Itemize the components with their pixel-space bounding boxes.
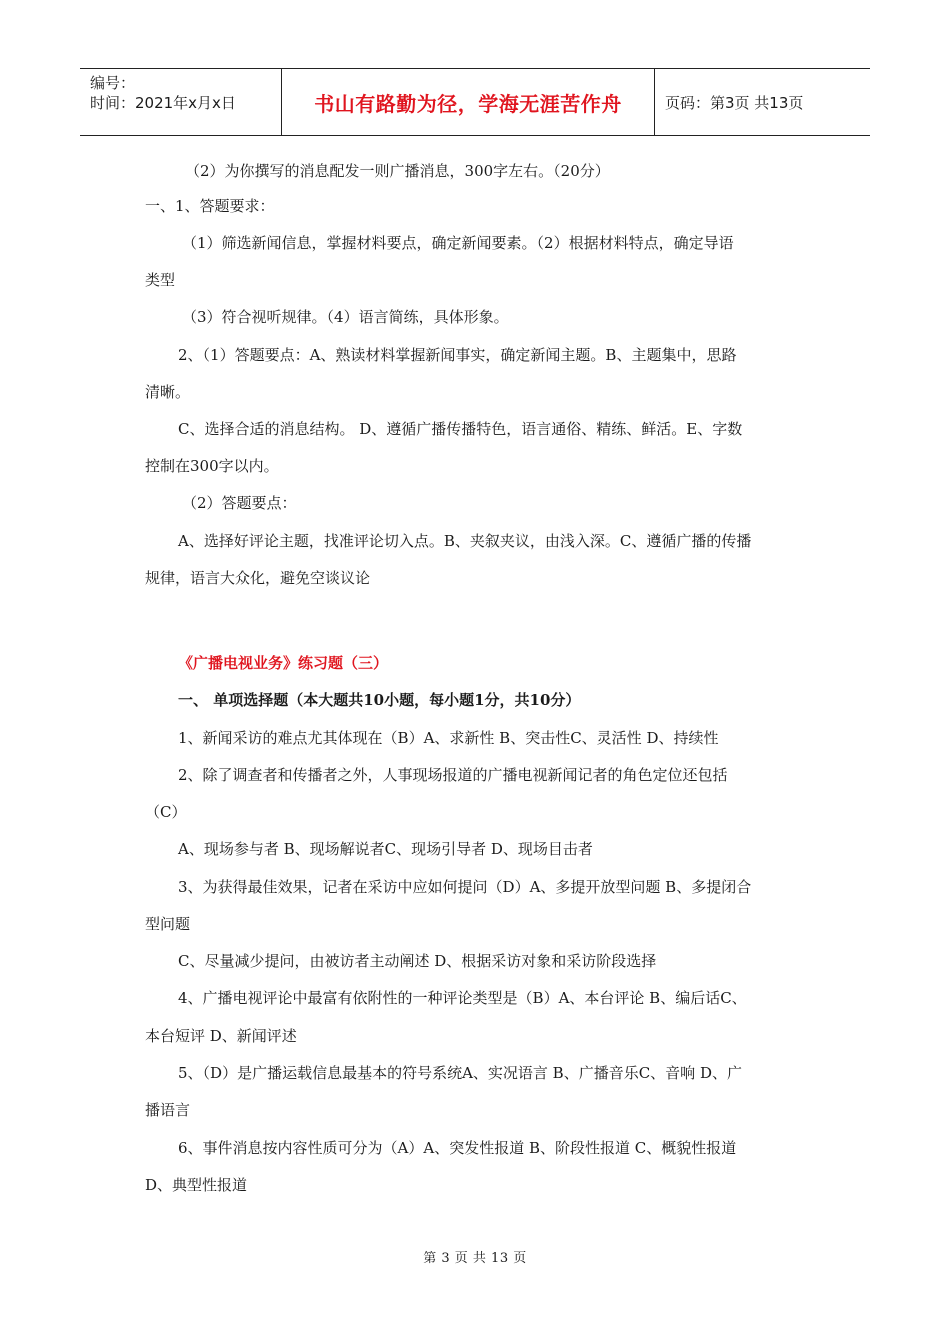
question-line: 5、（D）是广播运载信息最基本的符号系统A、实况语言 B、广播音乐C、音响 D、广	[178, 1064, 742, 1082]
header-motto: 书山有路勤为径，学海无涯苦作舟	[282, 69, 655, 135]
question-line: 本台短评 D、新闻评述	[145, 1027, 297, 1045]
question-line: 6、事件消息按内容性质可分为（A）A、突发性报道 B、阶段性报道 C、概貌性报道	[178, 1139, 737, 1157]
document-date: 时间：2021年x月x日	[90, 94, 236, 112]
body-line: （2）答题要点：	[182, 494, 297, 512]
body-line: （3）符合视听规律。（4）语言简练，具体形象。	[182, 308, 509, 326]
header-page-info: 页码：第3页 共13页	[665, 93, 804, 112]
section-title: 《广播电视业务》练习题（三）	[178, 654, 389, 672]
body-line: 控制在300字以内。	[145, 457, 279, 475]
question-line: 播语言	[145, 1101, 191, 1119]
section-heading: 一、 单项选择题（本大题共10小题，每小题1分，共10分）	[178, 691, 581, 709]
body-line: 类型	[145, 271, 176, 289]
body-line: C、选择合适的消息结构。 D、遵循广播传播特色，语言通俗、精练、鲜活。E、字数	[178, 420, 743, 438]
header-meta	[80, 69, 282, 135]
question-line: A、现场参与者 B、现场解说者C、现场引导者 D、现场目击者	[178, 840, 593, 858]
page-footer: 第 3 页 共 13 页	[423, 1251, 527, 1266]
question-line: 2、除了调查者和传播者之外，人事现场报道的广播电视新闻记者的角色定位还包括	[178, 766, 728, 784]
page-header	[80, 68, 870, 136]
document-number-label: 编号：	[90, 74, 136, 92]
question-line: D、典型性报道	[145, 1176, 248, 1194]
question-line: C、尽量减少提问，由被访者主动阐述 D、根据采访对象和采访阶段选择	[178, 952, 657, 970]
question-line: 3、为获得最佳效果，记者在采访中应如何提问（D）A、多提开放型问题 B、多提闭合	[178, 878, 752, 896]
body-line: （1）筛选新闻信息，掌握材料要点，确定新闻要素。（2）根据材料特点，确定导语	[182, 234, 734, 252]
question-line: （C）	[145, 803, 187, 821]
body-line: （2）为你撰写的消息配发一则广播消息，300字左右。（20分）	[185, 162, 610, 180]
body-line: 2、（1）答题要点：A、熟读材料掌握新闻事实，确定新闻主题。B、主题集中，思路	[178, 346, 737, 364]
question-line: 4、广播电视评论中最富有依附性的一种评论类型是（B）A、本台评论 B、编后话C、	[178, 989, 747, 1007]
body-line: 一、1、答题要求：	[145, 197, 275, 215]
body-line: 规律，语言大众化，避免空谈议论	[145, 569, 371, 587]
question-line: 型问题	[145, 915, 191, 933]
question-line: 1、新闻采访的难点尤其体现在（B）A、求新性 B、突击性C、灵活性 D、持续性	[178, 729, 719, 747]
body-line: 清晰。	[145, 383, 191, 401]
body-line: A、选择好评论主题，找准评论切入点。B、夹叙夹议，由浅入深。C、遵循广播的传播	[178, 532, 752, 550]
